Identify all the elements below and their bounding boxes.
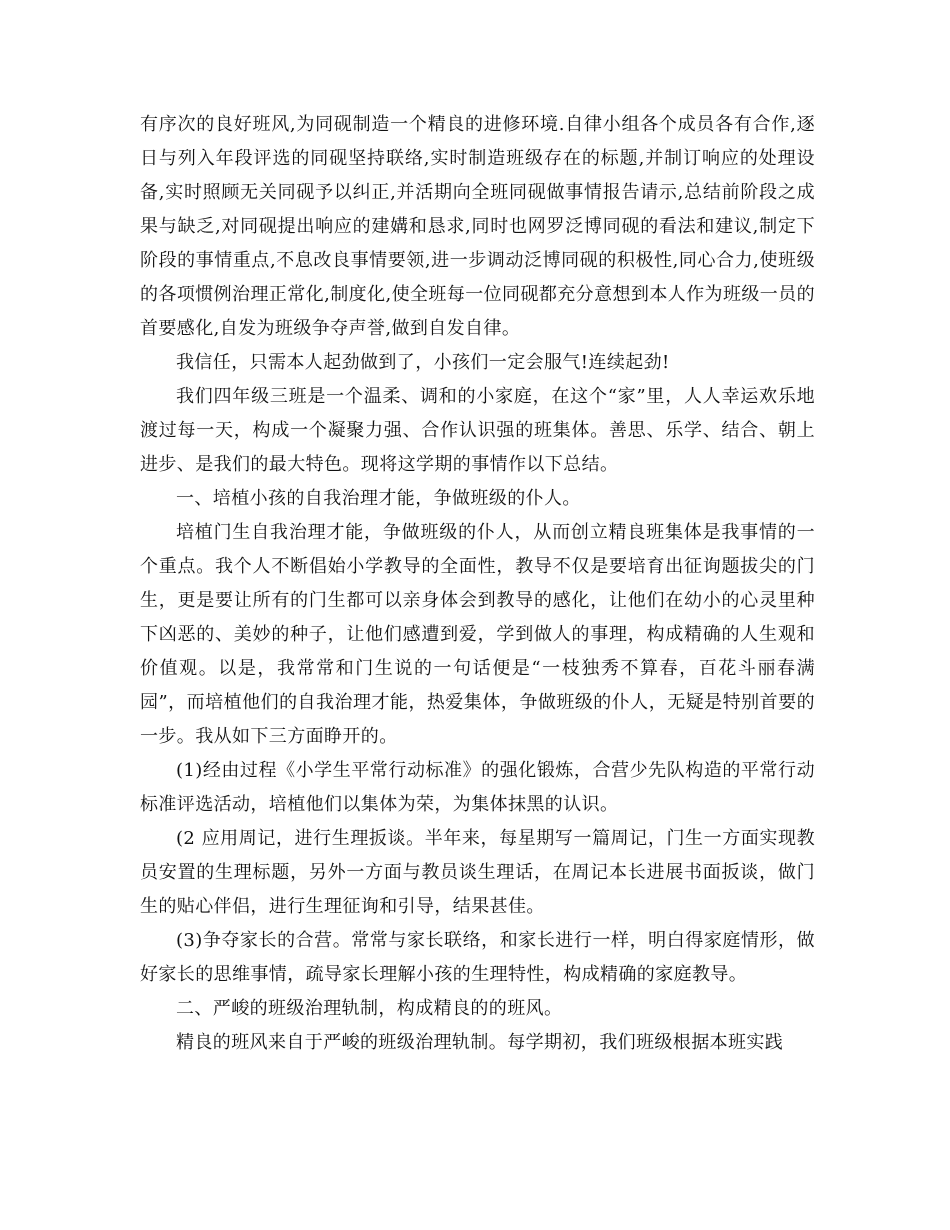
- section-heading-self-management: 一、培植小孩的自我治理才能，争做班级的仆人。: [176, 488, 581, 509]
- paragraph-class-management-detail: 精良的班风来自于严峻的班级治理轨制。每学期初，我们班级根据本班实践: [176, 1032, 784, 1053]
- paragraph-item-2-weekly-journal: (2 应用周记，进行生理扳谈。半年来，每星期写一篇周记，门生一方面实现教员安置的生理标题，另外一方面与教员谈生理话，在周记本长进展书面扳谈，做门生的贴心伴侣，进行生理征询和引导，结果甚佳。: [140, 828, 815, 917]
- document-body: [140, 108, 815, 1060]
- paragraph-teacher-belief: 我信任，只需本人起劲做到了，小孩们一定会服气!连续起劲!: [176, 352, 670, 373]
- section-heading-class-management: 二、严峻的班级治理轨制，构成精良的的班风。: [176, 998, 563, 1019]
- paragraph-item-3-parent-cooperation: (3)争夺家长的合营。常常与家长联络，和家长进行一样，明白得家庭情形，做好家长的思维事情，疏导家长理解小孩的生理特性，构成精确的家庭教导。: [140, 930, 815, 985]
- paragraph-class-rules-summary: 有序次的良好班风,为同砚制造一个精良的进修环境.自律小组各个成员各有合作,逐日与列入年段评选的同砚坚持联络,实时制造班级存在的标题,并制订响应的处理设备,实时照顾无关同砚予以纠正,并活期向全班同砚做事情报告请示,总结前阶段之成果与缺乏,对同砚提出响应的建媾和恳求,同时也网罗泛博同砚的看法和建议,制定下阶段的事情重点,不息改良事情要领,进一步调动泛博同砚的积极性,同心合力,使班级的各项惯例治理正常化,制度化,使全班每一位同砚都充分意想到本人作为班级一员的首要感化,自发为班级争夺声誉,做到自发自律。: [140, 114, 815, 339]
- paragraph-item-1-behavior-standards: (1)经由过程《小学生平常行动标准》的强化锻炼，合营少先队构造的平常行动标准评选活动，培植他们以集体为荣，为集体抹黑的认识。: [140, 760, 815, 815]
- paragraph-class-introduction: 我们四年级三班是一个温柔、调和的小家庭，在这个“家”里，人人幸运欢乐地渡过每一天，构成一个凝聚力强、合作认识强的班集体。善思、乐学、结合、朝上进步、是我们的最大特色。现将这学期的事情作以下总结。: [140, 386, 815, 475]
- paragraph-self-management-detail: 培植门生自我治理才能，争做班级的仆人，从而创立精良班集体是我事情的一个重点。我个人不断倡始小学教导的全面性，教导不仅是要培育出征询题拔尖的门生，更是要让所有的门生都可以亲身体会到教导的感化，让他们在幼小的心灵里种下凶恶的、美妙的种子，让他们感遭到爱，学到做人的事理，构成精确的人生观和价值观。以是，我常常和门生说的一句话便是“一枝独秀不算春，百花斗丽春满园”，而培植他们的自我治理才能，热爱集体，争做班级的仆人，无疑是特别首要的一步。我从如下三方面睁开的。: [140, 522, 815, 747]
